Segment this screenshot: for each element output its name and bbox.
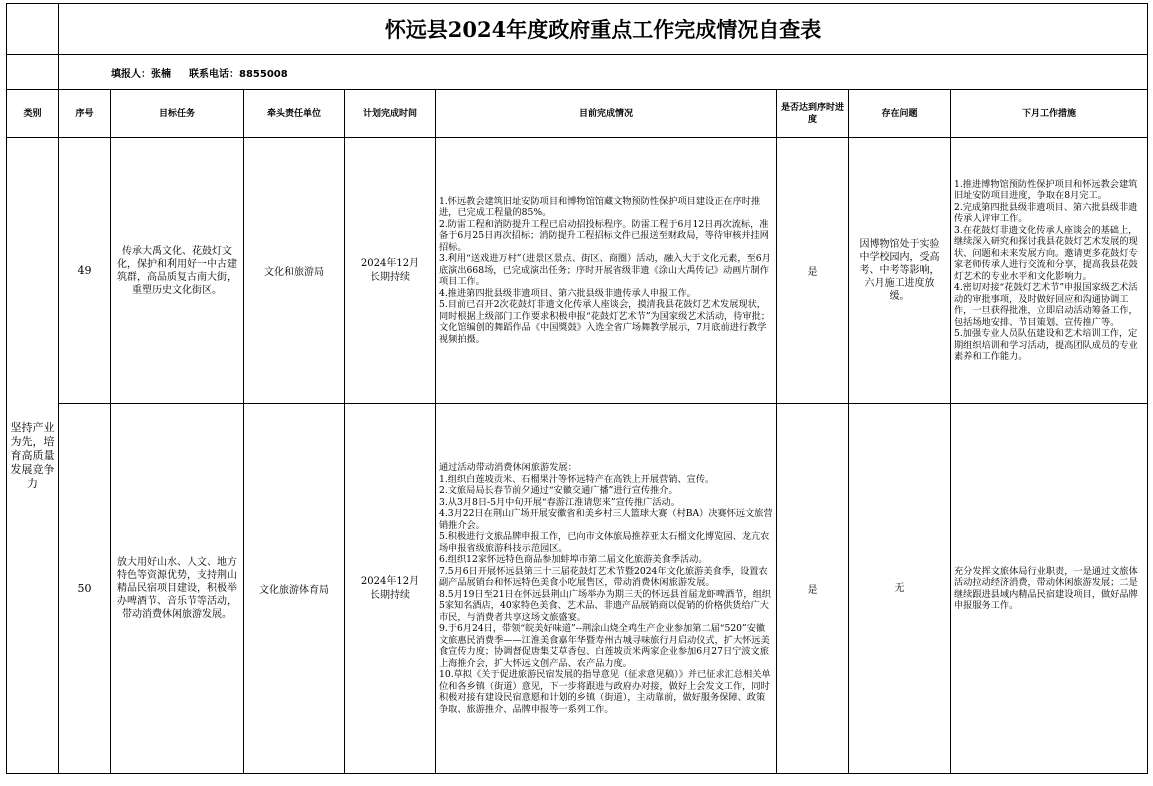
status-item: 5.积极进行文旅品牌申报工作，已向市文体旅局推荐亚太石榴文化博览园、龙亢农场申报省级旅游科技示范园区。 — [439, 531, 770, 554]
plan-note: 长期持续 — [370, 271, 410, 283]
header-status: 目前完成情况 — [436, 90, 777, 138]
header-category: 类别 — [7, 90, 59, 138]
table-row — [7, 404, 1148, 774]
measure-item: 1.推进博物馆预防性保护项目和怀远教会建筑旧址安防项目进度，争取在8月完工。 — [954, 178, 1138, 201]
next-measures-cell — [951, 404, 1148, 774]
filler-person: 填报人：张楠 — [111, 68, 171, 80]
status-item: 8.5月19日至21日在怀远县荆山广场举办为期三天的怀远县首届龙虾啤酒节，组织5家知名酒店，40家特色美食、艺术品、非遗产品展销商以促销的价格供货给广大市民，与消费者共享这场文旅盛宴。 — [439, 588, 771, 623]
on-schedule-cell: 是 — [777, 138, 849, 404]
header-task: 目标任务 — [111, 90, 244, 138]
report-table — [6, 3, 1148, 774]
status-item: 1.怀远教会建筑旧址安防项目和博物馆馆藏文物预防性保护项目建设正在序时推进，已完成工程量的85%。 — [439, 195, 761, 219]
measure-item: 2.完成第四批县级非遗项目、第六批县级非遗传承人评审工作。 — [954, 201, 1138, 224]
problems-cell: 无 — [849, 404, 951, 774]
page-title: 怀远县2024年度政府重点工作完成情况自查表 — [59, 4, 1148, 55]
seq-cell: 50 — [59, 404, 111, 774]
measure-item: 4.密切对接“花鼓灯艺术节”申报国家级艺术活动的审批事项，及时做好回应和沟通协调工作，一旦获得批准，立即启动活动筹备工作，包括场地安排、节目策划、宣传推广等。 — [954, 282, 1138, 328]
measure-item: 3.在花鼓灯非遗文化传承人座谈会的基础上，继续深入研究和探讨我县花鼓灯艺术发展的现状、问题和未来发展方向。邀请更多花鼓灯专家老师传承人进行交流和分享，提高我县花鼓灯艺术的专业水平和文化影响力。 — [954, 224, 1138, 282]
plan-cell — [345, 404, 436, 774]
unit-cell: 文化和旅游局 — [244, 138, 345, 404]
status-item: 1.组织白莲坡贡米、石榴果汁等怀远特产在高铁上开展营销、宣传。 — [439, 473, 715, 485]
status-item: 4.3月22日在荆山广场开展安徽省和美乡村三人篮球大赛（村BA）决赛怀远文旅营销推介会。 — [439, 508, 773, 531]
task-cell: 传承大禹文化、花鼓灯文化，保护和利用好一中古建筑群，高品质复古南大街，重塑历史文化街区。 — [111, 138, 244, 404]
task-cell: 放大用好山水、人文、地方特色等资源优势，支持荆山精品民宿项目建设，积极举办啤酒节、音乐节等活动，带动消费休闲旅游发展。 — [111, 404, 244, 774]
plan-cell — [345, 138, 436, 404]
on-schedule-cell: 是 — [777, 404, 849, 774]
status-item: 9.于6月24日，带领“皖美好味道”--荆涂山烧全鸡生产企业参加第二届“520”安徽文旅惠民消费季——江淮美食嘉年华暨寿州古城寻味旅行月启动仪式，扩大怀远美食宣传力度；协调督促唐集艾草香包、白莲坡贡米两家企业参加6月27日宁波文旅上海推介会，扩大怀远文创产品、农产品力度。 — [439, 623, 770, 669]
blank-filler-cell — [7, 55, 59, 90]
blank-corner-cell — [7, 4, 59, 55]
status-item: 7.5月6日开展怀远县第三十三届花鼓灯艺术节暨2024年文化旅游美食季，设置农副产品展销台和怀远特色美食小吃展售区，带动消费休闲旅游发展。 — [439, 565, 768, 588]
plan-date: 2024年12月 — [360, 257, 420, 269]
unit-cell: 文化旅游体育局 — [244, 404, 345, 774]
header-on-schedule: 是否达到序时进度 — [777, 90, 849, 138]
plan-note: 长期持续 — [370, 589, 410, 601]
status-item: 通过活动带动消费休闲旅游发展： — [439, 462, 577, 473]
status-item: 6.组织12家怀远特色商品参加蚌埠市第二届文化旅游美食季活动。 — [439, 554, 708, 565]
header-problems: 存在问题 — [849, 90, 951, 138]
status-cell — [436, 138, 777, 404]
status-item: 3.利用“送戏进万村”（进景区景点、街区、商圈）活动，融入大于文化元素，至6月底演出668场，已完成演出任务；序时开展省级非遗《涂山大禹传记》动画片制作项目工作。 — [439, 253, 771, 288]
measure-item: 5.加强专业人员队伍建设和艺术培训工作，定期组织培训和学习活动，提高团队成员的专业素养和工作能力。 — [954, 328, 1138, 362]
table-row — [7, 138, 1148, 404]
header-plan: 计划完成时间 — [345, 90, 436, 138]
next-measures-cell — [951, 138, 1148, 404]
header-next: 下月工作措施 — [951, 90, 1148, 138]
seq-cell: 49 — [59, 138, 111, 404]
problems-cell: 因博物馆处于实验中学校园内，受高考、中考等影响，六月施工进度放缓。 — [849, 138, 951, 404]
status-item: 2.文旅局局长春节前夕通过“安徽交通广播”进行宣传推介。 — [439, 485, 678, 496]
filler-phone: 联系电话：8855008 — [189, 68, 288, 80]
status-cell — [436, 404, 777, 774]
status-item: 4.推进第四批县级非遗项目、第六批县级非遗传承人申报工作。 — [439, 287, 696, 299]
filler-info — [59, 55, 1148, 90]
category-cell: 坚持产业为先，培育高质量发展竞争力 — [7, 138, 59, 774]
measure-item: 充分发挥文旅体局行业职责，一是通过文旅体活动拉动经济消费，带动休闲旅游发展；二是继续跟进县域内精品民宿建设项目，做好品牌申报服务工作。 — [954, 565, 1138, 611]
status-item: 5.目前已召开2次花鼓灯非遗文化传承人座谈会，摸清我县花鼓灯艺术发展现状，同时根据上级部门工作要求积极申报“花鼓灯艺术节”为国家级艺术活动，待审批；文化馆编创的舞蹈作品《中国獎鼓》入选全省广场舞教学展示，7月底前进行教学视频拍摄。 — [439, 299, 770, 345]
status-item: 3.从3月8日-5月中旬开展“春游江淮请您来”宣传推广活动。 — [439, 496, 680, 508]
plan-date: 2024年12月 — [360, 575, 420, 587]
header-unit: 牵头责任单位 — [244, 90, 345, 138]
status-item: 2.防雷工程和消防提升工程已启动招投标程序。防雷工程于6月12日再次流标，准备于6月25日再次招标；消防提升工程招标文件已报送至财政局，等待审核并挂网招标。 — [439, 218, 769, 253]
status-item: 10.草拟《关于促进旅游民宿发展的指导意见（征求意见稿）》并已征求汇总相关单位和各乡镇（街道）意见，下一步将跟进与政府办对接，做好上会发文工作，同时积极对接有建设民宿意愿和计划的乡镇（街道），主动靠前，做好服务保障、政策争取、旅游推介、品牌申报等一系列工作。 — [439, 669, 771, 715]
header-seq: 序号 — [59, 90, 111, 138]
